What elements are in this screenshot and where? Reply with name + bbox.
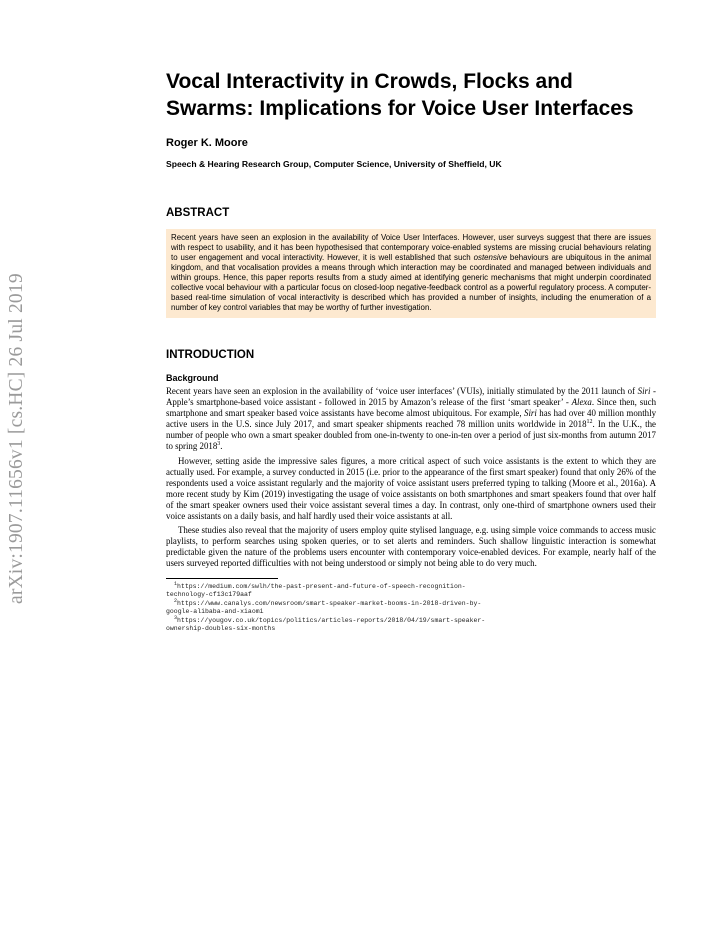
footnote-1-continued: technology-cf13c179aaf [166,591,252,598]
abstract-box [166,229,656,318]
text-run: - Apple’s smartphone-based voice assistant - followed in 2015 by Amazon’s release of the first ‘smart speaker’ - [166,386,656,408]
footnote-1 [166,580,656,592]
text-run: . Since then, such smartphone and smart speaker based voice assistants have become almost ubiquitous. For example, [166,397,657,419]
paper-title: Vocal Interactivity in Crowds, Flocks and Swarms: Implications for Voice User Interfaces [166,70,634,120]
footnote-url: https://medium.com/swlh/the-past-present-and-future-of-speech-recognition- [177,582,466,590]
alexa-emphasis: Alexa [571,397,592,408]
footnote-2-continued: google-alibaba-and-xiaomi [166,608,264,615]
intro-paragraph-2: However, setting aside the impressive sales figures, a more critical aspect of such voice assistants is the extent to which they are actually used. For example, a survey conducted in 2015 (i.e. prior to the appearance of the first smart speaker) found that only 26% of the respondents used a voice assistant regularly and the majority of voice assistant users preferred typing to talking (Moore et al., 2016a). A more recent study by Kim (2019) investigating the usage of voice assistants on both smartphones and smart speakers found that over half of the smart speaker owners used their voice assistant several times a day. In contrast, only one-third of smartphone owners used their voice assistants on a daily basis, and half hardly used their voice assistants at all. [166,455,656,522]
arxiv-identifier: arXiv:1907.11656v1 [cs.HC] 26 Jul 2019 [6,273,27,604]
footnote-url: https://www.canalys.com/newsroom/smart-speaker-market-booms-in-2018-driven-by- [177,599,482,607]
siri-emphasis: Siri [637,386,651,396]
text-run: Recent years have seen an explosion in the availability of ‘voice user interfaces’ (VUIs), initially stimulated by the 2011 launch of [166,386,638,396]
footnote-marker: 12 [586,419,593,426]
abstract-heading: ABSTRACT [166,207,230,219]
text-run: . In the U.K., the number of people who own a smart speaker doubled from one-in-twenty to one-in-ten over a period of just six-months from autumn 2017 to spring 2018 [166,419,656,452]
siri-emphasis: Siri [524,408,537,419]
footnotes [166,580,656,634]
text-run: . [220,441,223,452]
abstract-emphasis: ostensive [473,253,507,262]
footnote-2 [166,597,656,609]
abstract-text-part-2: behaviours are ubiquitous in the animal kingdom, and that vocalisation provides a means through which interaction may be coordinated and managed between individuals and within groups. Hence, this paper reports results from a study aimed at identifying generic mechanisms that might underpin coordinated collective vocal behaviour with a particular focus on closed-loop negative-feedback control as a powerful regulatory process. A computer-based real-time simulation of vocal interactivity is described which has provided a number of insights, including the enumeration of a number of key control variables that may be worthy of further investigation. [171,253,651,312]
intro-paragraph-3: These studies also reveal that the majority of users employ quite stylised language, e.g. using simple voice commands to access music playlists, to perform searches using spoken queries, or to set alerts and reminders. Such shallow linguistic interaction is somewhat predictable given the nature of the problems users encounter with contemporary voice-enabled devices. For example, nearly half of the users surveyed reported difficulties with not being understood or simply not being able to do very much. [166,525,656,569]
footnote-marker: 3 [217,441,221,448]
footnote-url: https://yougov.co.uk/topics/politics/articles-reports/2018/04/19/smart-speaker- [177,616,486,624]
footnote-number: 3 [174,614,178,621]
intro-paragraph-1 [166,386,656,453]
paper-page [166,68,656,634]
footnote-number: 2 [174,597,178,604]
abstract-text-part-1: Recent years have seen an explosion in the availability of Voice User Interfaces. However, user surveys suggest that there are issues with respect to usability, and it has been hypothesised that contemporary voice-enabled systems are missing crucial behaviours relating to user engagement and vocal interactivity. However, it is well established that such [171,233,651,262]
introduction-heading: INTRODUCTION [166,349,255,361]
background-subheading: Background [166,373,219,383]
author-name: Roger K. Moore [166,137,248,149]
text-run: has had over 40 million monthly active users in the U.S. since July 2017, and smart speaker shipments reached 78 million units worldwide in 2018 [166,408,657,430]
footnote-divider [166,578,278,579]
footnote-number: 1 [174,580,178,587]
footnote-3-continued: ownership-doubles-six-months [166,625,276,632]
author-affiliation: Speech & Hearing Research Group, Computer Science, University of Sheffield, UK [166,159,502,169]
footnote-3 [166,614,656,626]
